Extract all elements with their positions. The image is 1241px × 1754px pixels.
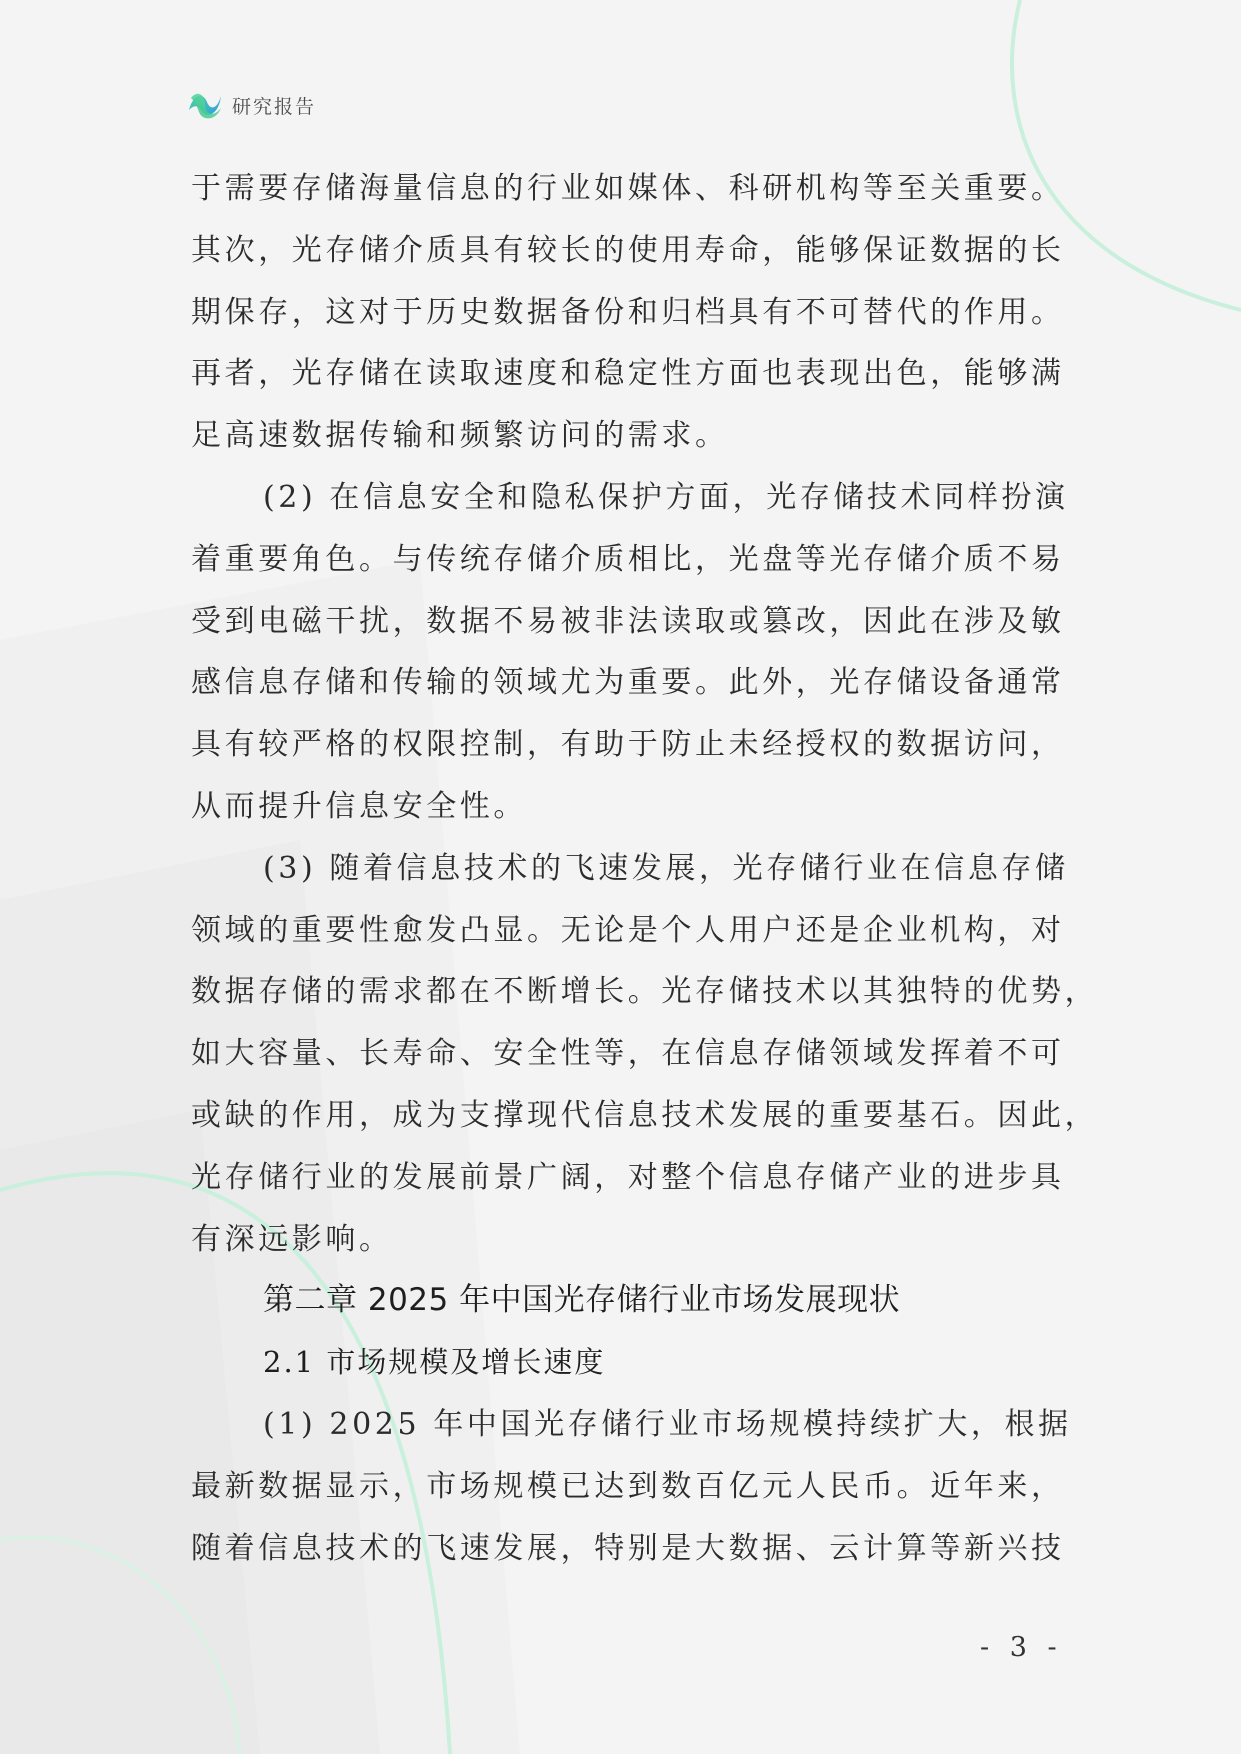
paragraph-line: 领域的重要性愈发凸显。无论是个人用户还是企业机构，对 — [191, 912, 1065, 948]
paragraph-line: 具有较严格的权限控制，有助于防止未经授权的数据访问， — [191, 727, 1065, 763]
leaf-swoosh-logo-icon — [187, 88, 223, 122]
paragraph-line: (1) 2025 年中国光存储行业市场规模持续扩大，根据 — [263, 1406, 1072, 1442]
paragraph-line: 最新数据显示，市场规模已达到数百亿元人民币。近年来， — [191, 1468, 1065, 1504]
page-number: - 3 - — [980, 1632, 1063, 1663]
section-heading: 2.1 市场规模及增长速度 — [263, 1345, 606, 1380]
report-header-title: 研究报告 — [232, 95, 317, 118]
paragraph-line: (2) 在信息安全和隐私保护方面，光存储技术同样扮演 — [263, 479, 1069, 515]
paragraph-line: 期保存，这对于历史数据备份和归档具有不可替代的作用。 — [191, 294, 1065, 330]
paragraph-line: 于需要存储海量信息的行业如媒体、科研机构等至关重要。 — [191, 171, 1065, 206]
paragraph-line: 数据存储的需求都在不断增长。光存储技术以其独特的优势， — [191, 974, 1099, 1010]
paragraph-line: 或缺的作用，成为支撑现代信息技术发展的重要基石。因此， — [191, 1097, 1099, 1133]
paragraph-line: 随着信息技术的飞速发展，特别是大数据、云计算等新兴技 — [191, 1530, 1065, 1566]
paragraph-line: 足高速数据传输和频繁访问的需求。 — [191, 418, 729, 454]
paragraph-line: 再者，光存储在读取速度和稳定性方面也表现出色，能够满 — [191, 356, 1065, 392]
paragraph-line: 从而提升信息安全性。 — [191, 788, 527, 824]
paragraph-line: 感信息存储和传输的领域尤为重要。此外，光存储设备通常 — [191, 665, 1065, 701]
paragraph-line: (3) 随着信息技术的飞速发展，光存储行业在信息存储 — [263, 850, 1069, 886]
chapter-heading: 第二章 2025 年中国光存储行业市场发展现状 — [263, 1282, 901, 1319]
paragraph-line: 着重要角色。与传统存储介质相比，光盘等光存储介质不易 — [191, 541, 1065, 577]
paragraph-line: 受到电磁干扰，数据不易被非法读取或篡改，因此在涉及敏 — [191, 603, 1065, 639]
body-text — [191, 158, 1099, 1579]
paragraph-line: 光存储行业的发展前景广阔，对整个信息存储产业的进步具 — [191, 1159, 1065, 1195]
paragraph-line: 如大容量、长寿命、安全性等，在信息存储领域发挥着不可 — [191, 1036, 1065, 1072]
report-header — [187, 88, 316, 122]
paragraph-line: 有深远影响。 — [191, 1221, 393, 1257]
paragraph-line: 其次，光存储介质具有较长的使用寿命，能够保证数据的长 — [191, 232, 1065, 268]
